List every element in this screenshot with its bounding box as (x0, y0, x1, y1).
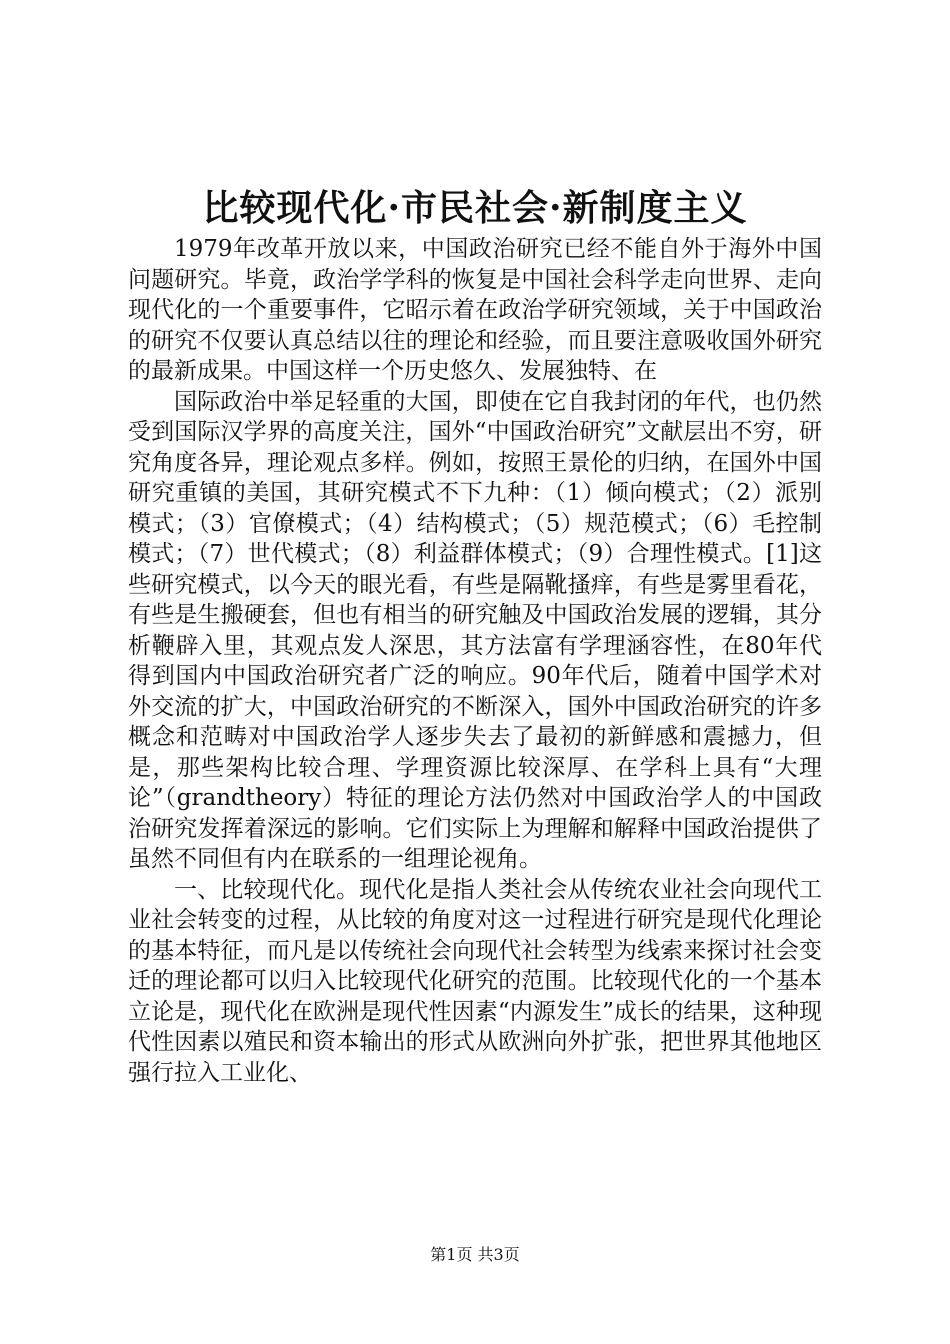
document-body (128, 234, 822, 1088)
paragraph-1: 1979年改革开放以来，中国政治研究已经不能自外于海外中国问题研究。毕竟，政治学学科的恢复是中国社会科学走向世界、走向现代化的一个重要事件，它昭示着在政治学研究领域，关于中国政治的研究不仅要认真总结以往的理论和经验，而且要注意吸收国外研究的最新成果。中国这样一个历史悠久、发展独特、在 (128, 236, 822, 384)
paragraph-3: 一、比较现代化。现代化是指人类社会从传统农业社会向现代工业社会转变的过程，从比较的角度对这一过程进行研究是现代化理论的基本特征，而凡是以传统社会向现代社会转型为线索来探讨社会变迁的理论都可以归入比较现代化研究的范围。比较现代化的一个基本立论是，现代化在欧洲是现代性因素“内源发生”成长的结果，这种现代性因素以殖民和资本输出的形式从欧洲向外扩张，把世界其他地区强行拉入工业化、 (128, 876, 822, 1086)
document-title: 比较现代化·市民社会·新制度主义 (202, 187, 748, 229)
paragraph-2: 国际政治中举足轻重的大国，即使在它自我封闭的年代，也仍然受到国际汉学界的高度关注，国外“中国政治研究”文献层出不穷，研究角度各异，理论观点多样。例如，按照王景伦的归纳，在国外中国研究重镇的美国，其研究模式不下九种：（1）倾向模式；（2）派别模式；（3）官僚模式；（4）结构模式；（5）规范模式；（6）毛控制模式；（7）世代模式；（8）利益群体模式；（9）合理性模式。[1]这些研究模式，以今天的眼光看，有些是隔靴搔痒，有些是雾里看花，有些是生搬硬套，但也有相当的研究触及中国政治发展的逻辑，其分析鞭辟入里，其观点发人深思，其方法富有学理涵容性，在80年代得到国内中国政治研究者广泛的响应。90年代后，随着中国学术对外交流的扩大，中国政治研究的不断深入，国外中国政治研究的许多概念和范畴对中国政治学人逐步失去了最初的新鲜感和震撼力，但是，那些架构比较合理、学理资源比较深厚、在学科上具有“大理论”（grandtheory）特征的理论方法仍然对中国政治学人的中国政治研究发挥着深远的影响。它们实际上为理解和解释中国政治提供了虽然不同但有内在联系的一组理论视角。 (128, 388, 822, 872)
page-footer: 第1页 共3页 (430, 1245, 520, 1264)
